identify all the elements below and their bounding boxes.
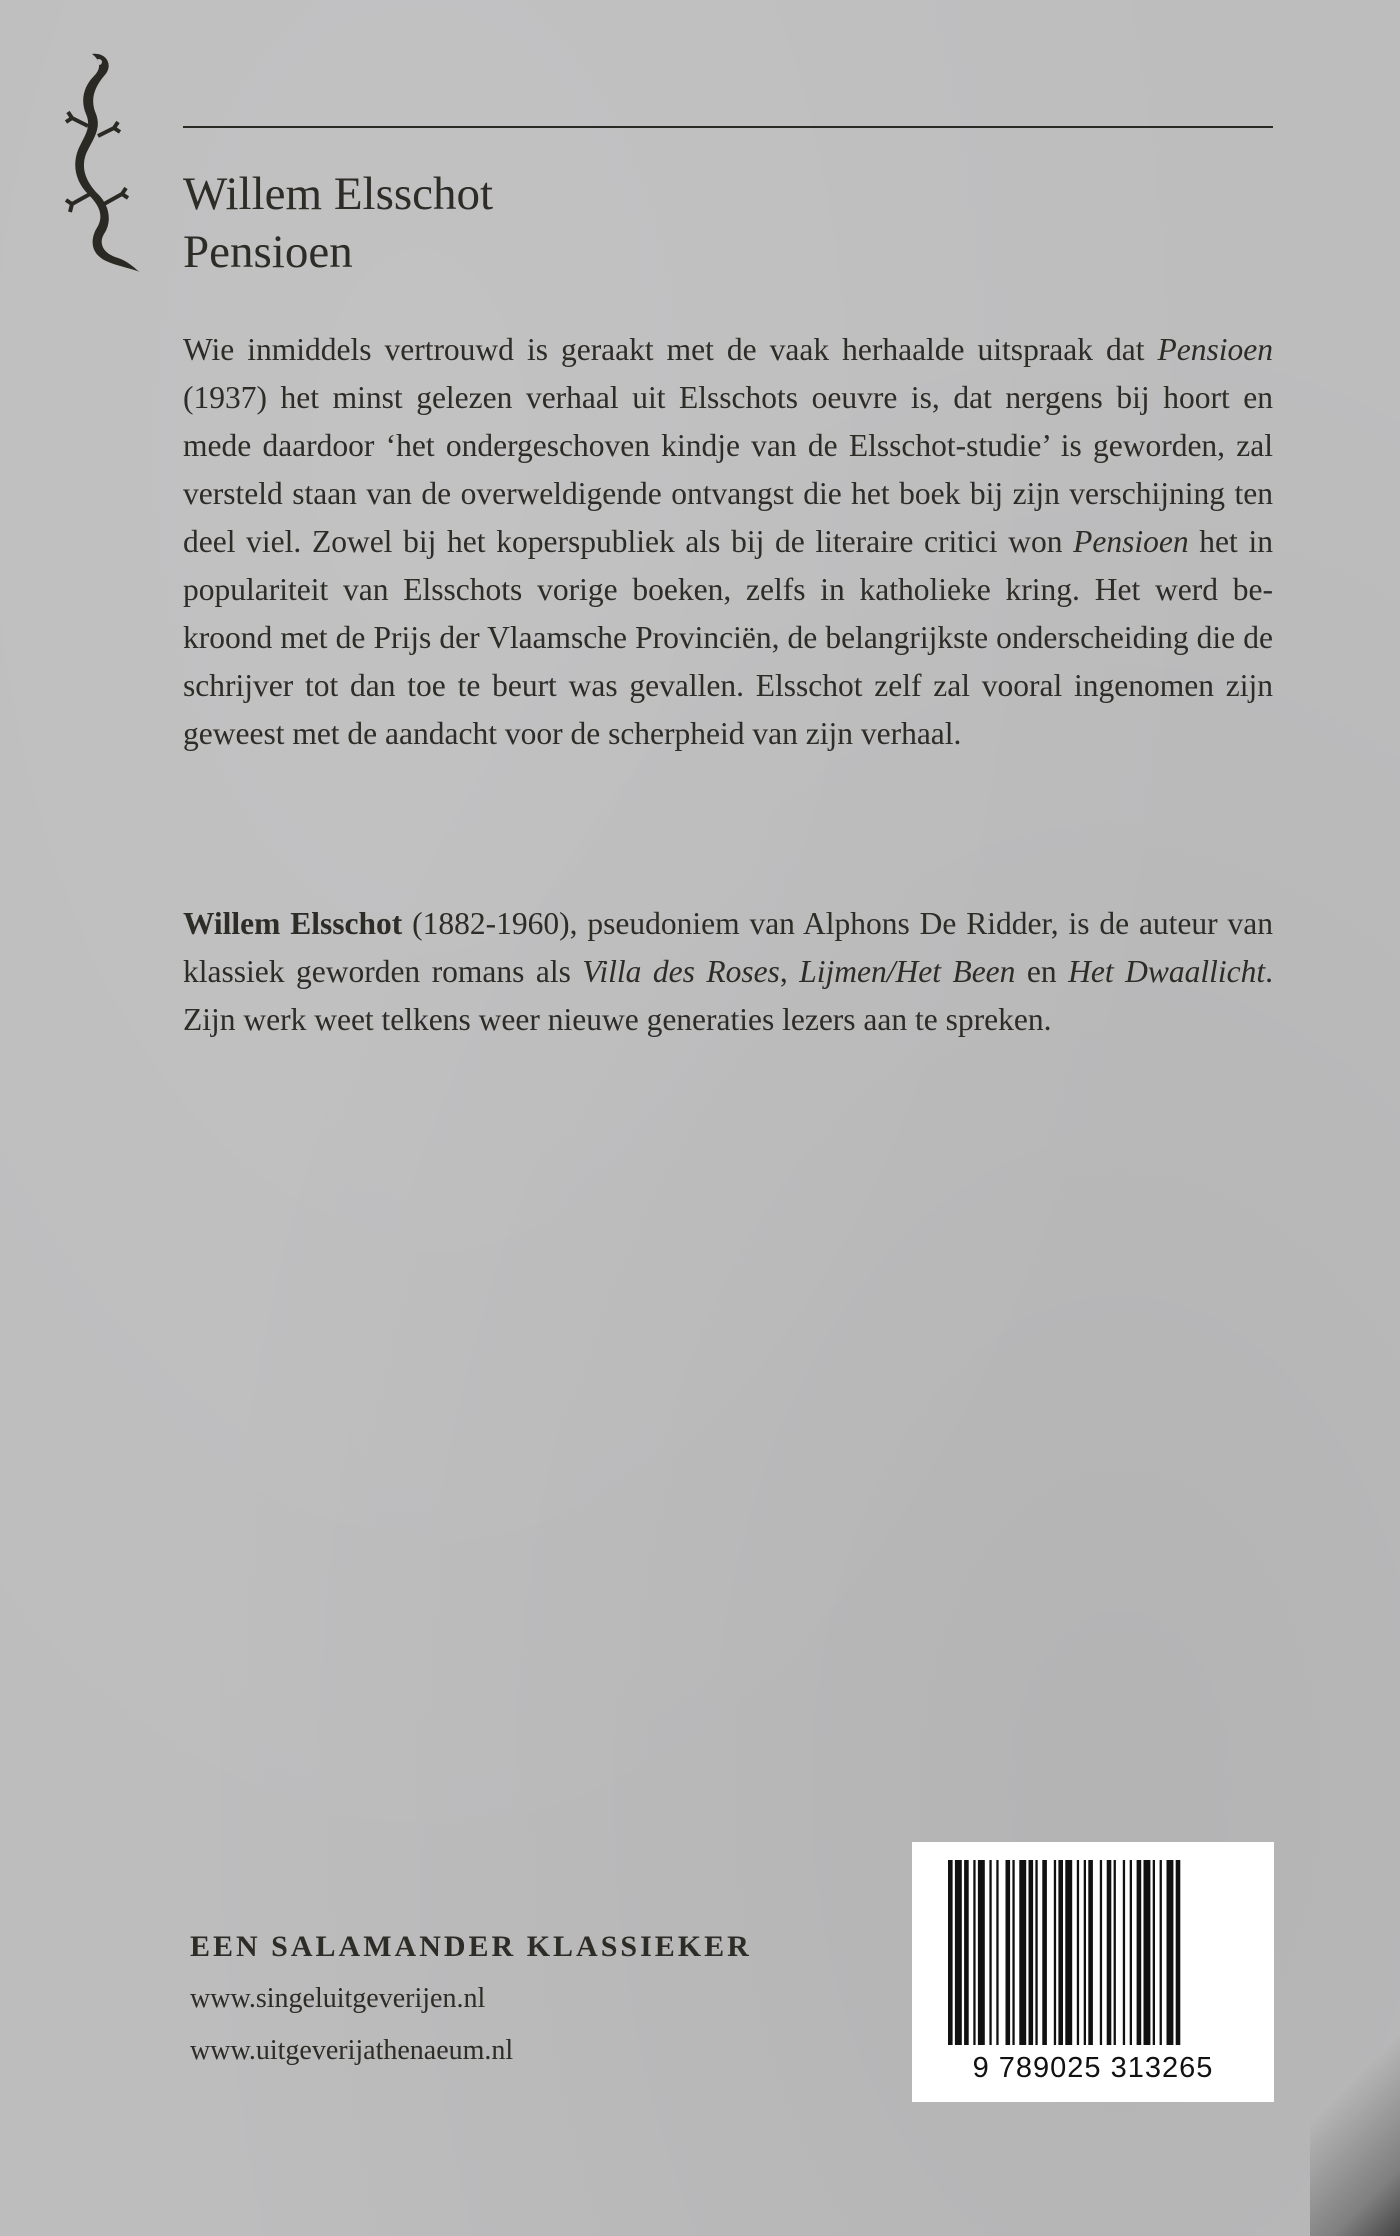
page-corner-shadow <box>1310 1986 1400 2236</box>
barcode-bar <box>1107 1860 1112 2045</box>
barcode <box>912 1842 1274 2102</box>
barcode-bar <box>1167 1860 1174 2045</box>
barcode-bar <box>1137 1860 1142 2045</box>
salamander-logo-icon <box>52 44 142 274</box>
barcode-bar <box>996 1860 998 2045</box>
blurb-text: het in populariteit van Elsschots vorige boeken, zelfs in katholieke kring. Het werd bekroond met de Prijs der Vlaamsche Provinciën, de belangrijkste onderscheiding die de schrijver tot dan toe te beurt was gevallen. Elsschot zelf zal vooral ingenomen zijn geweest met de aandacht voor de scherpheid van zijn verhaal. <box>183 524 1273 751</box>
barcode-bar <box>973 1860 975 2045</box>
blurb-title-ref: Pensioen <box>1157 332 1273 367</box>
header-rule <box>183 126 1273 128</box>
barcode-bar <box>1029 1860 1034 2045</box>
publisher-url-singel[interactable]: www.singeluitgeverijen.nl <box>190 1983 486 2014</box>
author-bio-paragraph <box>183 900 1273 1044</box>
barcode-bar <box>1144 1860 1151 2045</box>
barcode-bar <box>1077 1860 1079 2045</box>
barcode-bars-icon <box>948 1860 1238 2050</box>
bio-text: en <box>1015 954 1069 989</box>
publisher-url-athenaeum[interactable]: www.uitgeverijathenaeum.nl <box>190 2035 514 2066</box>
blurb-text: (1937) het minst gelezen verhaal uit Elsschots oeuvre is, dat nergens bij hoort en mede daardoor ‘het ondergeschoven kindje van de Elsschot-studie’ is geworden, zal versteld staan van de overweldigende ontvangst die het boek bij zijn verschijning ten deel viel. Zowel bij het koperspubliek als bij de literaire critici won <box>183 380 1273 559</box>
barcode-bar <box>1054 1860 1056 2045</box>
bio-text: , <box>779 954 800 989</box>
barcode-bar <box>1176 1860 1181 2045</box>
barcode-bar <box>964 1860 969 2045</box>
bio-work-title: Villa des Roses <box>582 954 780 989</box>
barcode-bar <box>978 1860 985 2045</box>
author-name: Willem Elsschot <box>183 168 494 220</box>
bio-work-title: Het Dwaallicht <box>1068 954 1266 989</box>
blurb-text: Wie inmiddels vertrouwd is geraakt met de vaak herhaalde uitspraak dat <box>183 332 1158 367</box>
bio-author-name: Willem Elsschot <box>183 906 403 941</box>
isbn-number: 9 789025 313265 <box>972 2052 1214 2084</box>
barcode-bar <box>1006 1860 1011 2045</box>
barcode-bar <box>1123 1860 1125 2045</box>
barcode-bar <box>1130 1860 1132 2045</box>
barcode-bar <box>1100 1860 1102 2045</box>
book-title: Pensioen <box>183 226 353 278</box>
barcode-bar <box>1065 1860 1072 2045</box>
barcode-bar <box>1035 1860 1037 2045</box>
blurb-title-ref: Pensioen <box>1073 524 1189 559</box>
barcode-bar <box>1019 1860 1026 2045</box>
barcode-bar <box>1042 1860 1047 2045</box>
bio-text: . Zijn werk weet telkens weer nieuwe generaties lezers aan te spreken. <box>183 954 1274 1037</box>
blurb-paragraph <box>183 326 1273 758</box>
bio-text: (1882-1960), pseudoniem van Alphons De Ridder, is de auteur van klassiek geworden romans als <box>183 906 1273 989</box>
bio-work-title: Lijmen/Het Been <box>799 954 1016 989</box>
barcode-bar <box>1084 1860 1086 2045</box>
barcode-bar <box>1012 1860 1014 2045</box>
barcode-bar <box>1160 1860 1162 2045</box>
barcode-bar <box>989 1860 991 2045</box>
barcode-bar <box>1153 1860 1155 2045</box>
barcode-bar <box>1088 1860 1093 2045</box>
barcode-bar <box>955 1860 962 2045</box>
series-label: EEN SALAMANDER KLASSIEKER <box>190 1930 752 1963</box>
barcode-bar <box>1114 1860 1116 2045</box>
barcode-bar <box>948 1860 953 2045</box>
barcode-bar <box>1058 1860 1063 2045</box>
